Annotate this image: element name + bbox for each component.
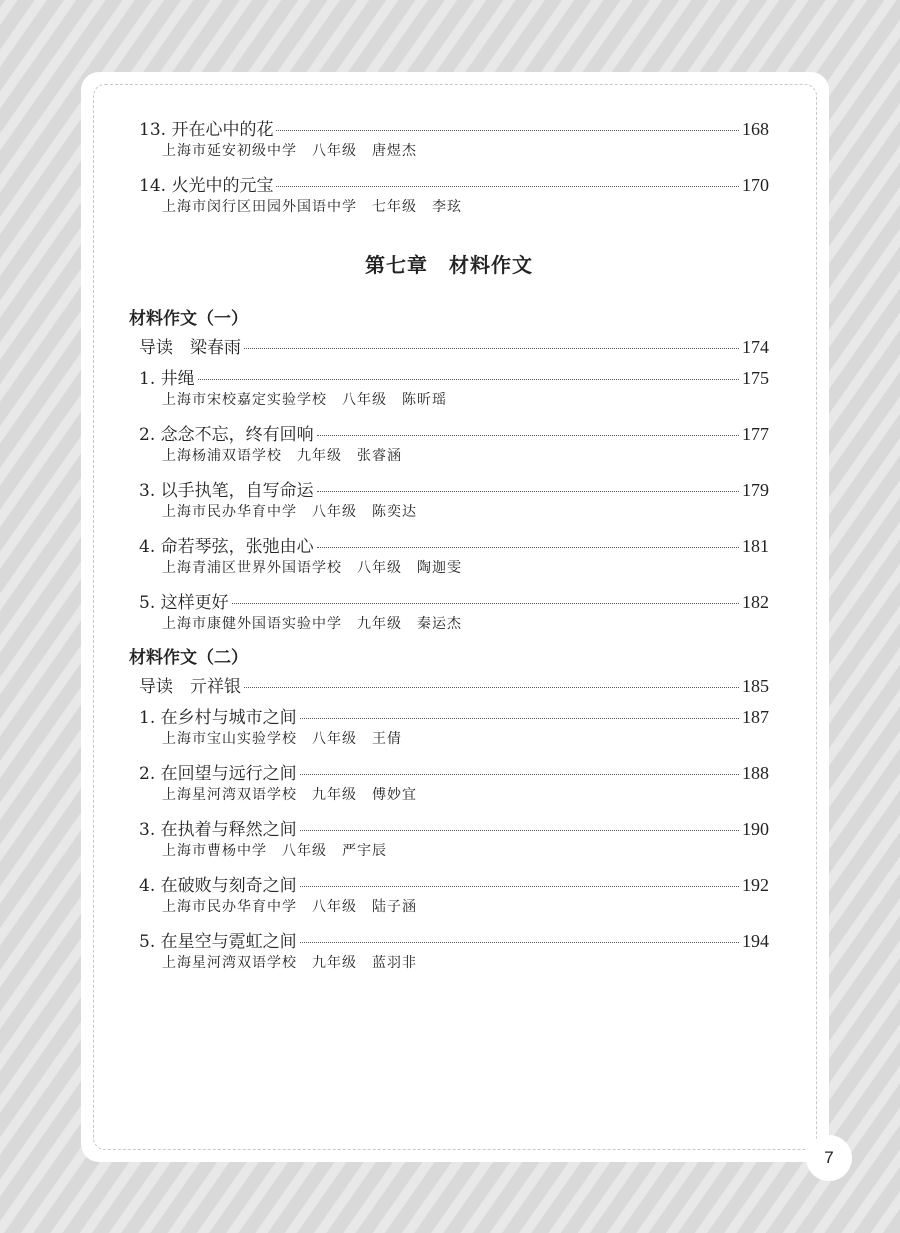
section-1 xyxy=(129,308,769,634)
toc-entry[interactable] xyxy=(129,930,769,973)
entry-author: 上海星河湾双语学校 九年级 傅妙宜 xyxy=(162,787,417,803)
toc-entry[interactable] xyxy=(129,479,769,522)
entry-page: 177 xyxy=(742,424,769,444)
entry-title: 14. 火光中的元宝 xyxy=(139,176,274,196)
entry-page: 181 xyxy=(742,536,769,556)
entry-author: 上海市民办华育中学 八年级 陆子涵 xyxy=(162,899,417,915)
toc-entry[interactable] xyxy=(129,874,769,917)
toc-content xyxy=(129,118,769,986)
chapter-title: 第七章 材料作文 xyxy=(365,253,533,277)
entry-page: 187 xyxy=(742,707,769,727)
leader-dots xyxy=(317,435,739,436)
section-2 xyxy=(129,647,769,973)
guide-page: 185 xyxy=(742,676,769,696)
entry-title: 2. 念念不忘，终有回响 xyxy=(139,425,314,445)
entry-title: 3. 在执着与释然之间 xyxy=(139,820,297,840)
guide-title: 导读 亓祥银 xyxy=(139,677,241,697)
entry-page: 179 xyxy=(742,480,769,500)
toc-entry[interactable] xyxy=(129,706,769,749)
entry-author: 上海市宝山实验学校 八年级 王倩 xyxy=(162,731,402,747)
toc-entry[interactable] xyxy=(129,818,769,861)
leader-dots xyxy=(300,718,739,719)
entry-author: 上海青浦区世界外国语学校 八年级 陶迦雯 xyxy=(162,560,462,576)
leader-dots xyxy=(300,774,739,775)
page-number: 7 xyxy=(806,1135,852,1181)
entry-page: 175 xyxy=(742,368,769,388)
entry-title: 4. 命若琴弦，张弛由心 xyxy=(139,537,314,557)
leader-dots xyxy=(198,379,739,380)
guide-page: 174 xyxy=(742,337,769,357)
entry-title: 2. 在回望与远行之间 xyxy=(139,764,297,784)
leader-dots xyxy=(300,830,739,831)
leader-dots xyxy=(276,186,739,187)
leader-dots xyxy=(232,603,739,604)
entry-title: 4. 在破败与刻奇之间 xyxy=(139,876,297,896)
entry-title: 3. 以手执笔，自写命运 xyxy=(139,481,314,501)
entry-title: 13. 开在心中的花 xyxy=(139,120,274,140)
toc-entry[interactable] xyxy=(129,591,769,634)
entry-title: 5. 这样更好 xyxy=(139,593,229,613)
entry-page: 168 xyxy=(742,119,769,139)
entry-page: 170 xyxy=(742,175,769,195)
toc-entry[interactable] xyxy=(129,762,769,805)
entry-author: 上海星河湾双语学校 九年级 蓝羽非 xyxy=(162,955,417,971)
toc-entry[interactable] xyxy=(129,423,769,466)
guide-title: 导读 梁春雨 xyxy=(139,338,241,358)
toc-entry[interactable] xyxy=(129,118,769,161)
guide-entry[interactable] xyxy=(129,336,769,359)
entry-author: 上海市宋校嘉定实验学校 八年级 陈昕瑶 xyxy=(162,392,447,408)
entry-author: 上海市民办华育中学 八年级 陈奕达 xyxy=(162,504,417,520)
leader-dots xyxy=(300,886,739,887)
entry-page: 182 xyxy=(742,592,769,612)
section-heading: 材料作文（二） xyxy=(129,648,248,668)
entry-author: 上海市曹杨中学 八年级 严宇辰 xyxy=(162,843,387,859)
entry-title: 1. 井绳 xyxy=(139,369,195,389)
leader-dots xyxy=(317,547,739,548)
entry-author: 上海市闵行区田园外国语中学 七年级 李玹 xyxy=(162,199,462,215)
leader-dots xyxy=(244,687,739,688)
leader-dots xyxy=(300,942,739,943)
entry-page: 190 xyxy=(742,819,769,839)
entry-page: 192 xyxy=(742,875,769,895)
entry-page: 188 xyxy=(742,763,769,783)
section-heading: 材料作文（一） xyxy=(129,309,248,329)
guide-entry[interactable] xyxy=(129,675,769,698)
entry-author: 上海杨浦双语学校 九年级 张睿涵 xyxy=(162,448,402,464)
toc-entry[interactable] xyxy=(129,535,769,578)
entry-author: 上海市康健外国语实验中学 九年级 秦运杰 xyxy=(162,616,462,632)
toc-entry[interactable] xyxy=(129,174,769,217)
entry-author: 上海市延安初级中学 八年级 唐煜杰 xyxy=(162,143,417,159)
leader-dots xyxy=(276,130,739,131)
page-card xyxy=(81,72,829,1162)
entry-title: 1. 在乡村与城市之间 xyxy=(139,708,297,728)
entry-page: 194 xyxy=(742,931,769,951)
entry-title: 5. 在星空与霓虹之间 xyxy=(139,932,297,952)
leader-dots xyxy=(244,348,739,349)
toc-entry[interactable] xyxy=(129,367,769,410)
leader-dots xyxy=(317,491,739,492)
